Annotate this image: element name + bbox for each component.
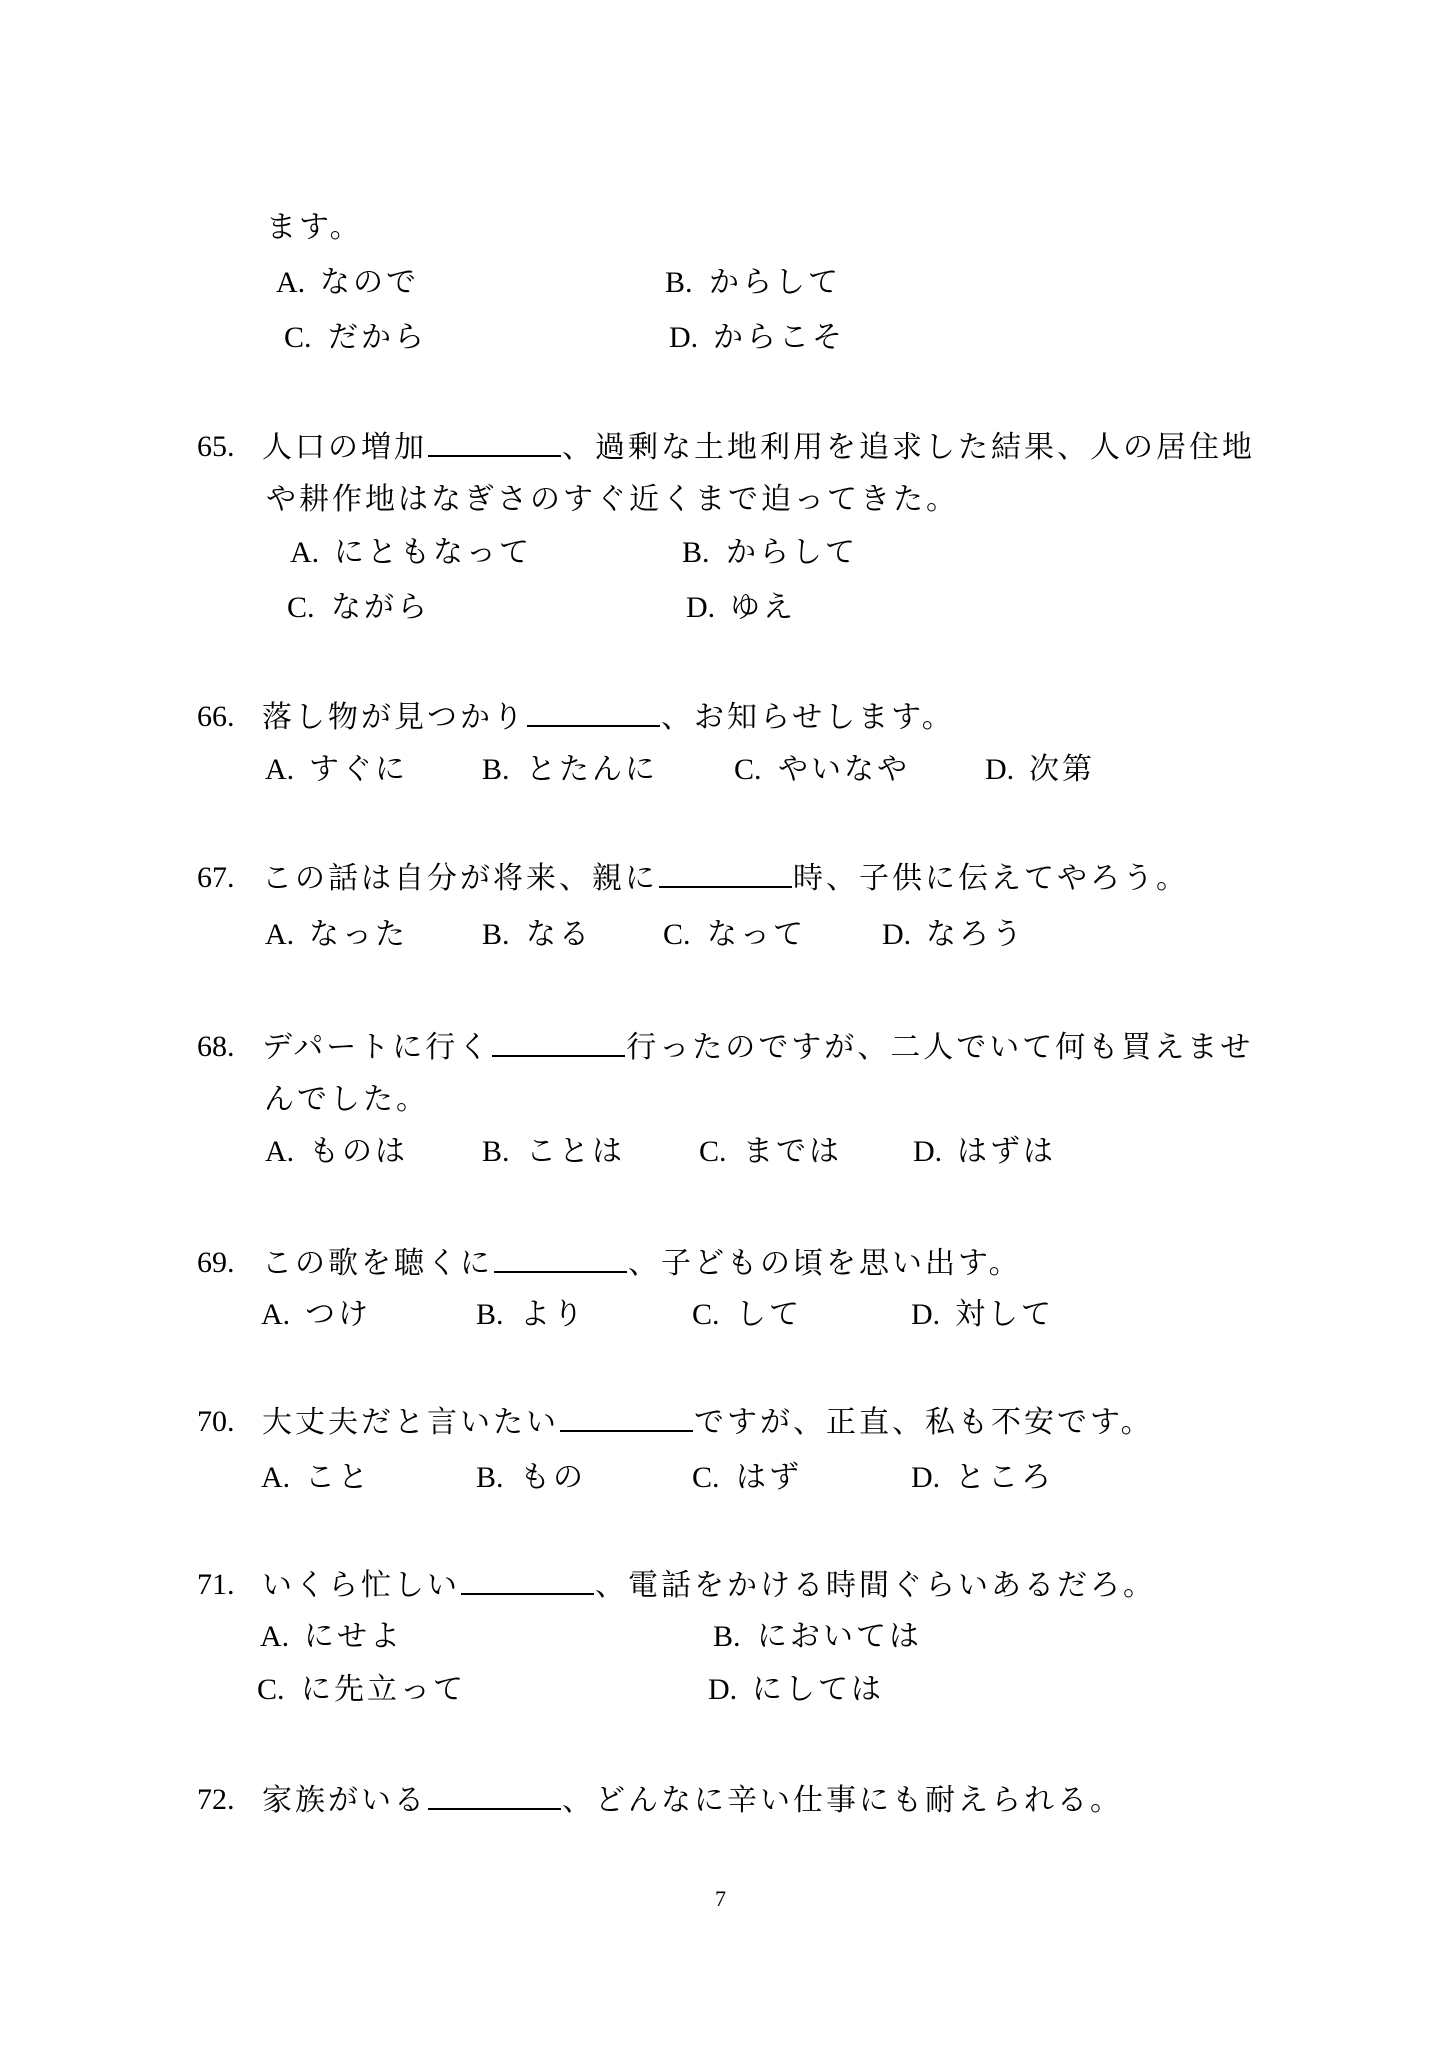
option-letter: B. <box>713 1620 741 1653</box>
question-67-text <box>262 858 1189 898</box>
answer-blank <box>428 1780 561 1810</box>
question-number: 68. <box>197 1030 235 1063</box>
option-text: ことは <box>526 1134 625 1169</box>
option-text: にしては <box>752 1672 884 1707</box>
option-letter: D. <box>669 321 699 354</box>
option-letter: B. <box>482 1135 510 1168</box>
option-text: からして <box>709 265 841 300</box>
option-letter: A. <box>265 918 295 951</box>
option-text: なる <box>526 917 592 952</box>
question-text-before: この歌を聴くに <box>262 1246 493 1281</box>
q67-option-c[interactable] <box>663 915 806 955</box>
option-text: なので <box>320 265 419 300</box>
option-letter: C. <box>284 321 312 354</box>
q65-option-d[interactable] <box>686 588 796 628</box>
option-text: からこそ <box>713 320 845 355</box>
question-number: 66. <box>197 700 235 733</box>
option-letter: A. <box>261 1461 291 1494</box>
option-letter: A. <box>261 1298 291 1331</box>
option-text: 次第 <box>1029 752 1095 787</box>
q71-option-c[interactable] <box>257 1670 466 1710</box>
option-text: なった <box>309 917 408 952</box>
option-letter: B. <box>476 1298 504 1331</box>
q68-option-b[interactable] <box>482 1132 625 1172</box>
q67-option-a[interactable] <box>265 915 408 955</box>
option-text: もの <box>520 1460 586 1495</box>
answer-blank <box>492 1027 625 1057</box>
option-text: なって <box>707 917 806 952</box>
q69-option-d[interactable] <box>911 1295 1054 1335</box>
q64-continuation: ます。 <box>266 210 363 245</box>
question-65-line2: や耕作地はなぎさのすぐ近くまで迫ってきた。 <box>266 482 959 517</box>
option-text: ゆえ <box>730 590 796 625</box>
answer-blank <box>527 697 660 727</box>
answer-blank <box>428 427 561 457</box>
answer-blank <box>461 1565 594 1595</box>
page-number: 7 <box>715 1886 726 1911</box>
option-letter: D. <box>708 1673 738 1706</box>
option-text: においては <box>757 1619 922 1654</box>
question-text-after: 、過剰な土地利用を追求した結果、人の居住地 <box>562 430 1255 465</box>
option-text: こと <box>305 1460 371 1495</box>
question-text-before: 落し物が見つかり <box>262 700 526 735</box>
q70-option-c[interactable] <box>692 1458 802 1498</box>
option-letter: A. <box>276 266 306 299</box>
question-number: 70. <box>197 1405 235 1438</box>
option-text: すぐに <box>309 752 408 787</box>
option-text: からして <box>726 535 858 570</box>
question-text-after: 、子どもの頃を思い出す。 <box>628 1246 1022 1281</box>
question-text-before: いくら忙しい <box>262 1568 460 1603</box>
question-number: 72. <box>197 1783 235 1816</box>
option-letter: C. <box>257 1673 285 1706</box>
option-text: より <box>520 1297 586 1332</box>
option-letter: A. <box>265 753 295 786</box>
q70-option-d[interactable] <box>911 1458 1054 1498</box>
question-text-after: 行ったのですが、二人でいて何も買えませ <box>626 1030 1254 1065</box>
q71-option-d[interactable] <box>708 1670 884 1710</box>
option-letter: D. <box>911 1461 941 1494</box>
q64-option-b[interactable] <box>665 263 841 303</box>
q68-option-c[interactable] <box>699 1132 842 1172</box>
option-letter: A. <box>260 1620 290 1653</box>
q66-option-d[interactable] <box>985 750 1095 790</box>
answer-blank <box>494 1243 627 1273</box>
question-71-text <box>262 1565 1156 1605</box>
question-68-text <box>262 1027 1253 1067</box>
q70-option-a[interactable] <box>261 1458 371 1498</box>
question-text-before: 人口の増加 <box>262 430 427 465</box>
q64-option-d[interactable] <box>669 318 845 358</box>
q66-option-b[interactable] <box>482 750 658 790</box>
option-letter: B. <box>665 266 693 299</box>
option-letter: C. <box>699 1135 727 1168</box>
q67-option-b[interactable] <box>482 915 592 955</box>
question-text-after: 、どんなに辛い仕事にも耐えられる。 <box>562 1783 1123 1818</box>
option-letter: B. <box>682 536 710 569</box>
q65-option-b[interactable] <box>682 533 858 573</box>
option-letter: A. <box>265 1135 295 1168</box>
question-number: 65. <box>197 430 235 463</box>
option-text: ものは <box>309 1134 408 1169</box>
q64-option-a[interactable] <box>276 263 419 303</box>
option-letter: D. <box>911 1298 941 1331</box>
option-text: はずは <box>957 1134 1056 1169</box>
q69-option-a[interactable] <box>261 1295 371 1335</box>
option-letter: D. <box>913 1135 943 1168</box>
q68-option-d[interactable] <box>913 1132 1056 1172</box>
question-69-text <box>262 1243 1022 1283</box>
option-letter: C. <box>287 591 315 624</box>
question-text-after: 、お知らせします。 <box>661 700 955 735</box>
question-text-before: この話は自分が将来、親に <box>262 861 658 896</box>
option-letter: D. <box>686 591 716 624</box>
question-70-text <box>262 1402 1154 1442</box>
question-66-text <box>262 697 955 737</box>
option-text: にともなって <box>334 535 532 570</box>
option-letter: B. <box>482 918 510 951</box>
option-letter: A. <box>290 536 320 569</box>
question-65-text <box>262 427 1255 467</box>
question-text-before: 家族がいる <box>262 1783 427 1818</box>
q68-option-a[interactable] <box>265 1132 408 1172</box>
q66-option-c[interactable] <box>734 750 910 790</box>
q64-option-c[interactable] <box>284 318 427 358</box>
option-text: はず <box>736 1460 802 1495</box>
option-text: つけ <box>305 1297 371 1332</box>
answer-blank <box>560 1402 693 1432</box>
answer-blank <box>659 858 792 888</box>
question-text-before: 大丈夫だと言いたい <box>262 1405 559 1440</box>
option-letter: B. <box>482 753 510 786</box>
option-letter: D. <box>985 753 1015 786</box>
question-number: 69. <box>197 1246 235 1279</box>
option-text: ところ <box>955 1460 1054 1495</box>
option-letter: C. <box>734 753 762 786</box>
option-text: なろう <box>926 917 1025 952</box>
option-letter: C. <box>692 1461 720 1494</box>
option-letter: B. <box>476 1461 504 1494</box>
q70-option-b[interactable] <box>476 1458 586 1498</box>
option-text: ながら <box>331 590 430 625</box>
question-text-after: ですが、正直、私も不安です。 <box>694 1405 1154 1440</box>
q71-option-a[interactable] <box>260 1617 403 1657</box>
option-text: にせよ <box>304 1619 403 1654</box>
option-letter: C. <box>692 1298 720 1331</box>
q66-option-a[interactable] <box>265 750 408 790</box>
question-text-after: 、電話をかける時間ぐらいあるだろ。 <box>595 1568 1156 1603</box>
option-text: とたんに <box>526 752 658 787</box>
option-text: だから <box>328 320 427 355</box>
option-letter: C. <box>663 918 691 951</box>
question-number: 71. <box>197 1568 235 1601</box>
question-number: 67. <box>197 861 235 894</box>
q65-option-a[interactable] <box>290 533 532 573</box>
question-68-line2: んでした。 <box>264 1082 429 1117</box>
option-letter: D. <box>882 918 912 951</box>
q65-option-c[interactable] <box>287 588 430 628</box>
option-text: に先立って <box>301 1672 466 1707</box>
q69-option-c[interactable] <box>692 1295 802 1335</box>
q71-option-b[interactable] <box>713 1617 922 1657</box>
q69-option-b[interactable] <box>476 1295 586 1335</box>
question-text-after: 時、子供に伝えてやろう。 <box>793 861 1189 896</box>
q67-option-d[interactable] <box>882 915 1025 955</box>
option-text: までは <box>743 1134 842 1169</box>
question-72-text <box>262 1780 1123 1820</box>
option-text: やいなや <box>778 752 910 787</box>
question-text-before: デパートに行く <box>262 1030 492 1065</box>
option-text: 対して <box>955 1297 1054 1332</box>
option-text: して <box>736 1297 802 1332</box>
